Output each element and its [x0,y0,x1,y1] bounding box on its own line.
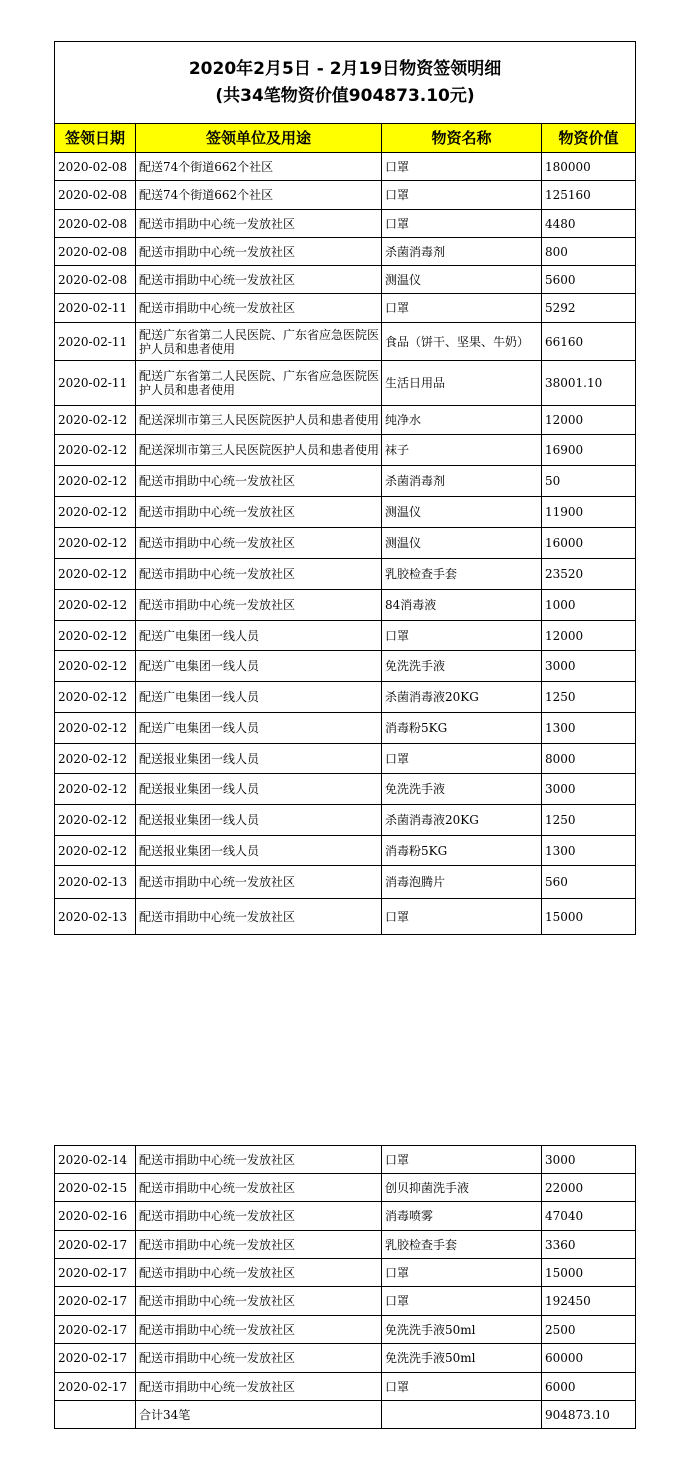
cell-value: 38001.10 [542,361,636,406]
cell-value: 1000 [542,590,636,621]
table-row [55,682,636,713]
cell-value: 22000 [542,1174,636,1202]
total-row [55,1401,636,1429]
table-row [55,1373,636,1401]
table-row [55,497,636,528]
cell-item: 创贝抑菌洗手液 [382,1174,542,1202]
cell-value: 2500 [542,1316,636,1344]
cell-date: 2020-02-15 [55,1174,136,1202]
cell-value: 125160 [542,181,636,210]
cell-date: 2020-02-17 [55,1373,136,1401]
cell-date: 2020-02-17 [55,1259,136,1287]
cell-unit: 配送市捐助中心统一发放社区 [136,1174,382,1202]
cell-date: 2020-02-12 [55,559,136,590]
cell-item: 免洗洗手液 [382,651,542,682]
cell-empty [382,1401,542,1429]
cell-date: 2020-02-12 [55,682,136,713]
cell-date: 2020-02-13 [55,866,136,899]
table-row [55,1202,636,1231]
cell-date: 2020-02-17 [55,1231,136,1259]
cell-item: 口罩 [382,744,542,774]
cell-unit: 配送广东省第二人民医院、广东省应急医院医护人员和患者使用 [136,323,382,361]
cell-unit: 配送市捐助中心统一发放社区 [136,590,382,621]
cell-unit: 配送报业集团一线人员 [136,805,382,836]
cell-item: 生活日用品 [382,361,542,406]
cell-value: 3000 [542,651,636,682]
cell-item: 口罩 [382,181,542,210]
cell-date: 2020-02-12 [55,744,136,774]
cell-item: 口罩 [382,210,542,238]
cell-item: 杀菌消毒剂 [382,466,542,497]
title-line-1: 2020年2月5日 - 2月19日物资签领明细 [188,58,502,79]
cell-date: 2020-02-12 [55,713,136,744]
cell-item: 袜子 [382,435,542,466]
cell-item: 杀菌消毒液20KG [382,805,542,836]
cell-unit: 配送广电集团一线人员 [136,682,382,713]
table-row [55,836,636,866]
cell-unit: 配送市捐助中心统一发放社区 [136,1259,382,1287]
title-line-2: (共34笔物资价值904873.10元) [215,85,475,106]
cell-date: 2020-02-08 [55,181,136,210]
cell-unit: 配送市捐助中心统一发放社区 [136,466,382,497]
cell-date: 2020-02-12 [55,836,136,866]
cell-value: 3000 [542,1146,636,1174]
cell-item: 乳胶检查手套 [382,559,542,590]
cell-unit: 配送市捐助中心统一发放社区 [136,294,382,323]
cell-date: 2020-02-12 [55,497,136,528]
cell-date: 2020-02-12 [55,466,136,497]
cell-value: 4480 [542,210,636,238]
cell-unit: 配送市捐助中心统一发放社区 [136,1146,382,1174]
table-row [55,1174,636,1202]
table-row [55,621,636,651]
cell-unit: 配送市捐助中心统一发放社区 [136,266,382,294]
header-item: 物资名称 [382,124,542,153]
cell-date: 2020-02-12 [55,774,136,805]
table-row [55,1316,636,1344]
table-row [55,361,636,406]
cell-value: 11900 [542,497,636,528]
cell-date: 2020-02-11 [55,361,136,406]
table-row [55,1287,636,1316]
cell-item: 纯净水 [382,406,542,435]
cell-unit: 配送广电集团一线人员 [136,651,382,682]
cell-date: 2020-02-11 [55,294,136,323]
cell-unit: 配送广东省第二人民医院、广东省应急医院医护人员和患者使用 [136,361,382,406]
table-row [55,651,636,682]
cell-unit: 配送深圳市第三人民医院医护人员和患者使用 [136,406,382,435]
cell-date: 2020-02-14 [55,1146,136,1174]
cell-value: 3000 [542,774,636,805]
cell-unit: 配送深圳市第三人民医院医护人员和患者使用 [136,435,382,466]
cell-value: 1250 [542,805,636,836]
cell-unit: 配送报业集团一线人员 [136,836,382,866]
cell-value: 6000 [542,1373,636,1401]
cell-value: 180000 [542,153,636,181]
cell-item: 口罩 [382,621,542,651]
cell-item: 消毒粉5KG [382,836,542,866]
cell-value: 192450 [542,1287,636,1316]
cell-value: 1300 [542,836,636,866]
cell-value: 560 [542,866,636,899]
header-row [55,124,636,153]
table-row [55,1231,636,1259]
cell-item: 口罩 [382,1259,542,1287]
cell-unit: 配送市捐助中心统一发放社区 [136,1202,382,1231]
cell-value: 1250 [542,682,636,713]
table-row [55,744,636,774]
cell-item: 测温仪 [382,497,542,528]
cell-unit: 配送市捐助中心统一发放社区 [136,559,382,590]
cell-unit: 配送市捐助中心统一发放社区 [136,1231,382,1259]
cell-item: 消毒喷雾 [382,1202,542,1231]
cell-item: 测温仪 [382,528,542,559]
cell-item: 测温仪 [382,266,542,294]
cell-unit: 配送74个街道662个社区 [136,153,382,181]
cell-date: 2020-02-08 [55,210,136,238]
cell-item: 乳胶检查手套 [382,1231,542,1259]
table-row [55,774,636,805]
donation-table-page1 [54,41,636,935]
cell-item: 免洗洗手液50ml [382,1316,542,1344]
cell-unit: 配送市捐助中心统一发放社区 [136,210,382,238]
table-row [55,1146,636,1174]
cell-item: 84消毒液 [382,590,542,621]
cell-value: 12000 [542,621,636,651]
cell-empty [55,1401,136,1429]
cell-unit: 配送报业集团一线人员 [136,774,382,805]
cell-date: 2020-02-17 [55,1316,136,1344]
cell-date: 2020-02-08 [55,238,136,266]
cell-unit: 配送广电集团一线人员 [136,713,382,744]
table-row [55,323,636,361]
table-title [55,42,636,124]
cell-unit: 配送市捐助中心统一发放社区 [136,528,382,559]
cell-value: 66160 [542,323,636,361]
table-row [55,435,636,466]
table-row [55,181,636,210]
cell-value: 15000 [542,1259,636,1287]
table-row [55,1344,636,1373]
cell-value: 5600 [542,266,636,294]
table-row [55,466,636,497]
cell-value: 15000 [542,899,636,935]
cell-item: 口罩 [382,1373,542,1401]
table-row [55,266,636,294]
cell-item: 口罩 [382,153,542,181]
cell-date: 2020-02-12 [55,651,136,682]
cell-item: 免洗洗手液50ml [382,1344,542,1373]
cell-unit: 配送市捐助中心统一发放社区 [136,899,382,935]
cell-date: 2020-02-13 [55,899,136,935]
cell-unit: 配送市捐助中心统一发放社区 [136,497,382,528]
cell-value: 12000 [542,406,636,435]
table-row [55,153,636,181]
table-row [55,406,636,435]
cell-date: 2020-02-11 [55,323,136,361]
total-label: 合计34笔 [136,1401,382,1429]
cell-value: 5292 [542,294,636,323]
cell-unit: 配送报业集团一线人员 [136,744,382,774]
table-row [55,866,636,899]
cell-unit: 配送市捐助中心统一发放社区 [136,1344,382,1373]
table-row [55,238,636,266]
table-row [55,528,636,559]
cell-date: 2020-02-16 [55,1202,136,1231]
cell-date: 2020-02-17 [55,1344,136,1373]
cell-date: 2020-02-08 [55,266,136,294]
cell-item: 口罩 [382,1146,542,1174]
cell-date: 2020-02-17 [55,1287,136,1316]
cell-date: 2020-02-12 [55,805,136,836]
cell-unit: 配送广电集团一线人员 [136,621,382,651]
table-row [55,1259,636,1287]
cell-item: 消毒粉5KG [382,713,542,744]
table-row [55,294,636,323]
cell-date: 2020-02-12 [55,435,136,466]
cell-unit: 配送市捐助中心统一发放社区 [136,1316,382,1344]
table-row [55,899,636,935]
cell-value: 800 [542,238,636,266]
cell-value: 50 [542,466,636,497]
cell-unit: 配送74个街道662个社区 [136,181,382,210]
cell-item: 口罩 [382,294,542,323]
cell-date: 2020-02-12 [55,590,136,621]
table-row [55,559,636,590]
header-value: 物资价值 [542,124,636,153]
cell-item: 杀菌消毒剂 [382,238,542,266]
cell-unit: 配送市捐助中心统一发放社区 [136,238,382,266]
cell-value: 3360 [542,1231,636,1259]
cell-item: 消毒泡腾片 [382,866,542,899]
table-row [55,590,636,621]
cell-unit: 配送市捐助中心统一发放社区 [136,1373,382,1401]
cell-unit: 配送市捐助中心统一发放社区 [136,1287,382,1316]
cell-value: 1300 [542,713,636,744]
table-row [55,805,636,836]
cell-value: 47040 [542,1202,636,1231]
table-row [55,713,636,744]
cell-item: 口罩 [382,899,542,935]
cell-item: 杀菌消毒液20KG [382,682,542,713]
total-value: 904873.10 [542,1401,636,1429]
cell-item: 口罩 [382,1287,542,1316]
cell-value: 16900 [542,435,636,466]
cell-value: 60000 [542,1344,636,1373]
donation-table-page2 [54,1145,636,1429]
cell-value: 16000 [542,528,636,559]
cell-value: 8000 [542,744,636,774]
cell-date: 2020-02-12 [55,528,136,559]
table-row [55,210,636,238]
header-date: 签领日期 [55,124,136,153]
cell-unit: 配送市捐助中心统一发放社区 [136,866,382,899]
cell-date: 2020-02-12 [55,406,136,435]
cell-date: 2020-02-12 [55,621,136,651]
cell-value: 23520 [542,559,636,590]
cell-item: 免洗洗手液 [382,774,542,805]
header-unit: 签领单位及用途 [136,124,382,153]
cell-item: 食品（饼干、坚果、牛奶） [382,323,542,361]
cell-date: 2020-02-08 [55,153,136,181]
